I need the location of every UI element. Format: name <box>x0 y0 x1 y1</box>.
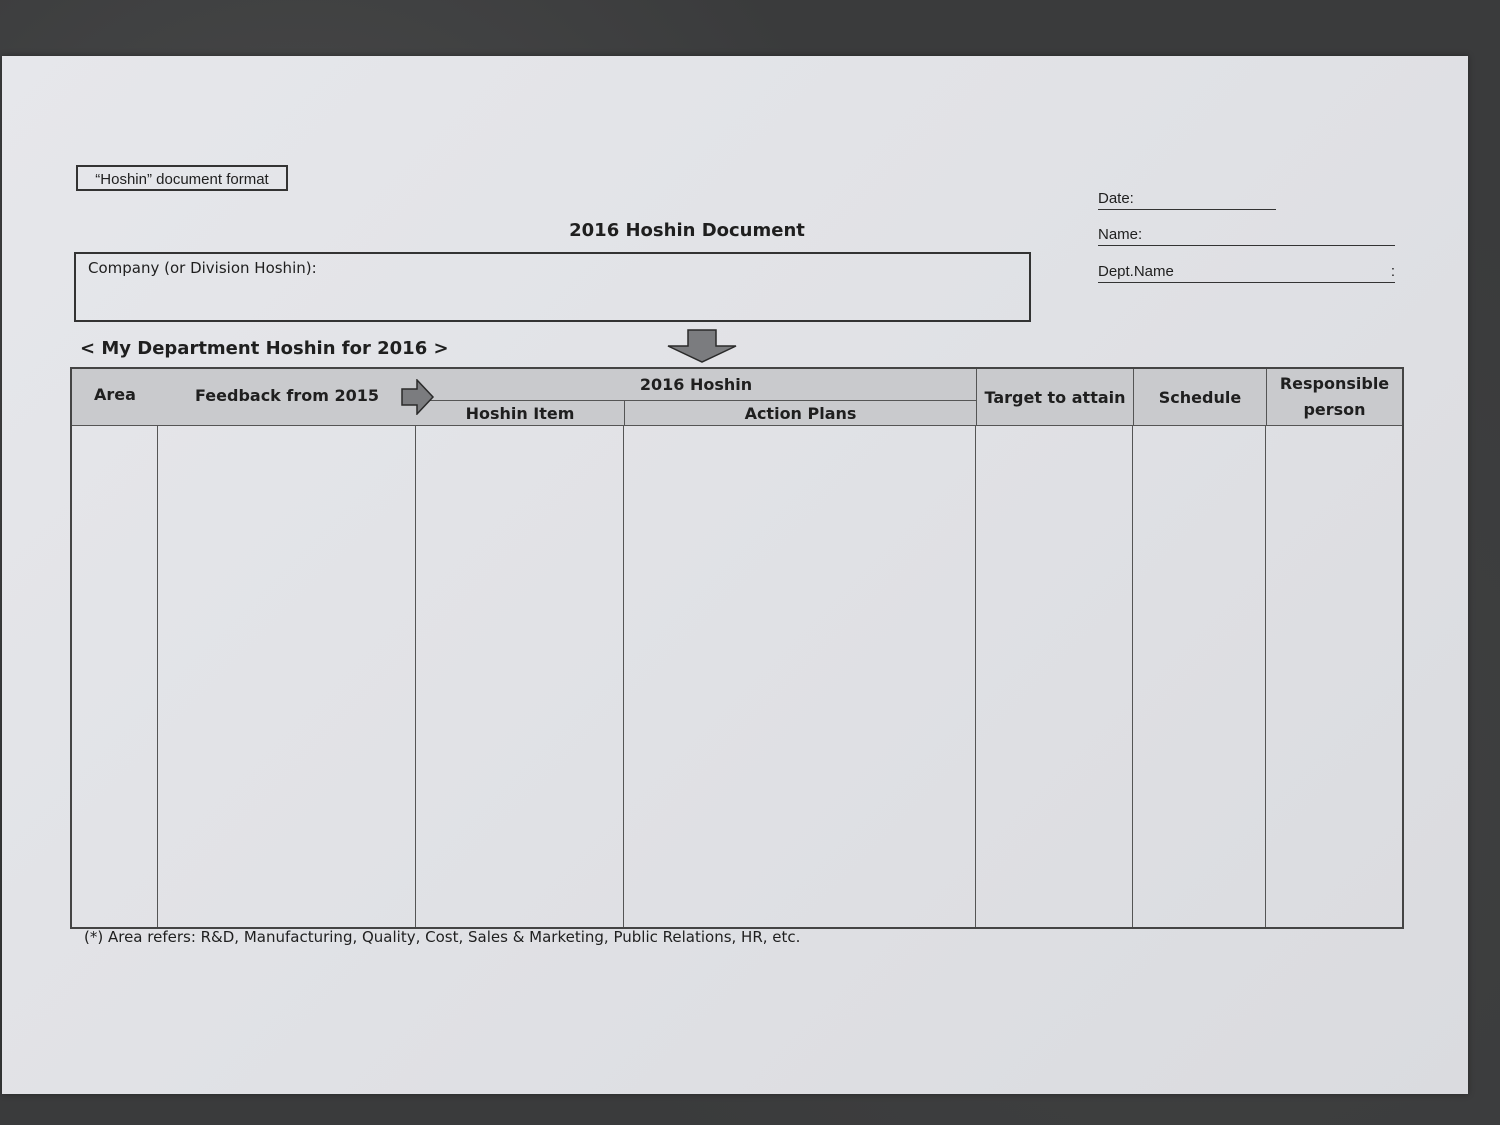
header-area-label: Area <box>94 384 136 404</box>
schedule-cell[interactable] <box>1133 426 1265 927</box>
header-feedback-label: Feedback from 2015 <box>195 385 379 405</box>
department-heading: < My Department Hoshin for 2016 > <box>80 338 449 359</box>
date-label: Date: <box>1098 190 1134 207</box>
header-responsible-line2: person <box>1303 400 1366 419</box>
company-hoshin-box[interactable] <box>74 252 1031 322</box>
header-target <box>976 369 1133 426</box>
document-page <box>2 56 1468 1094</box>
hoshin-table <box>70 367 1404 929</box>
dept-name-colon: : <box>1390 263 1395 280</box>
dept-name-label: Dept.Name <box>1098 263 1174 280</box>
responsible-cell[interactable] <box>1266 426 1402 927</box>
name-label: Name: <box>1098 226 1143 243</box>
header-feedback <box>158 369 416 426</box>
target-cell[interactable] <box>976 426 1132 927</box>
header-responsible <box>1266 369 1402 426</box>
header-area <box>72 369 158 426</box>
dept-name-field[interactable] <box>1098 262 1395 283</box>
header-hoshin-item-label: Hoshin Item <box>465 403 575 423</box>
area-footnote: (*) Area refers: R&D, Manufacturing, Quality, Cost, Sales & Marketing, Public Relations, HR, etc. <box>84 928 801 946</box>
header-hoshin-item <box>416 401 624 426</box>
date-field[interactable] <box>1098 189 1276 210</box>
down-arrow-icon <box>666 329 738 363</box>
header-2016-hoshin <box>416 369 976 401</box>
header-target-label: Target to attain <box>984 387 1126 407</box>
header-action-plans-label: Action Plans <box>744 403 857 423</box>
header-schedule-label: Schedule <box>1158 387 1242 407</box>
header-schedule <box>1133 369 1266 426</box>
feedback-cell[interactable] <box>158 426 415 927</box>
company-hoshin-label: Company (or Division Hoshin): <box>88 259 317 277</box>
header-action-plans <box>624 401 976 426</box>
action-plans-cell[interactable] <box>624 426 975 927</box>
document-title: 2016 Hoshin Document <box>569 220 805 241</box>
header-responsible-line1: Responsible <box>1279 374 1390 393</box>
format-label: “Hoshin” document format <box>76 165 288 191</box>
header-2016-hoshin-label: 2016 Hoshin <box>639 375 753 394</box>
name-field[interactable] <box>1098 225 1395 246</box>
area-cell[interactable] <box>72 426 157 927</box>
right-arrow-icon <box>401 379 435 415</box>
hoshin-item-cell[interactable] <box>416 426 623 927</box>
